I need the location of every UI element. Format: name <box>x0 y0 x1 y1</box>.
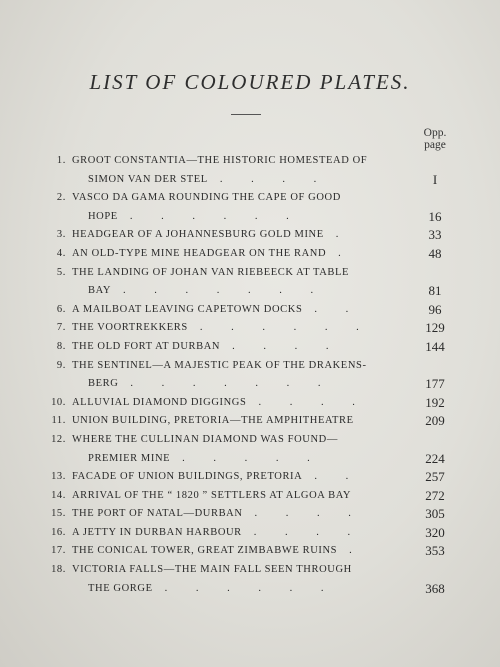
dot-leader: . . . . . . <box>199 322 372 334</box>
plate-caption: THE CONICAL TOWER, GREAT ZIMBABWE RUINS . <box>72 545 365 557</box>
plate-page-number: 81 <box>428 283 442 299</box>
plate-entry <box>40 338 460 357</box>
plate-page-number: 272 <box>425 487 445 503</box>
plate-entry <box>40 561 460 598</box>
plate-caption-line1: THE SENTINEL—A MAJESTIC PEAK OF THE DRAKENS- <box>72 359 367 371</box>
plate-entry <box>40 468 460 487</box>
dot-leader: . . . . <box>253 526 364 538</box>
plate-number: 2. <box>56 192 66 204</box>
plate-caption: AN OLD-TYPE MINE HEADGEAR ON THE RAND . <box>72 247 354 259</box>
plate-page-number: 224 <box>425 450 445 466</box>
dot-leader: . <box>349 545 365 557</box>
plate-number: 3. <box>56 229 66 241</box>
plate-number: 12. <box>51 433 66 445</box>
dot-leader: . . . . <box>219 173 330 185</box>
plate-caption <box>72 431 402 468</box>
plate-entry <box>40 394 460 413</box>
plate-caption-line2: PREMIER MINE . . . . . <box>88 452 323 464</box>
title-rule <box>231 114 261 115</box>
plate-page-number: I <box>432 171 438 187</box>
plate-number: 18. <box>51 564 66 576</box>
plate-caption-line1: VICTORIA FALLS—THE MAIN FALL SEEN THROUGH <box>72 564 352 576</box>
plate-caption: A MAILBOAT LEAVING CAPETOWN DOCKS . . <box>72 303 362 315</box>
plate-number: 5. <box>56 266 66 278</box>
plate-page-number: 192 <box>425 394 445 410</box>
plate-entry <box>40 505 460 524</box>
plate-caption: A JETTY IN DURBAN HARBOUR . . . . <box>72 526 364 538</box>
plate-entry <box>40 301 460 320</box>
plate-page-number: 16 <box>428 208 442 224</box>
dot-leader: . . . . . . <box>164 582 337 594</box>
plate-number: 1. <box>56 155 66 166</box>
plate-number: 17. <box>51 545 66 557</box>
plate-entry <box>40 542 460 561</box>
plate-number: 8. <box>56 340 66 352</box>
dot-leader: . . . . . . <box>129 210 302 222</box>
dot-leader: . . . . . . . <box>123 285 327 297</box>
plate-entry <box>40 412 460 431</box>
plate-caption-line2: BERG . . . . . . . <box>88 378 334 390</box>
dot-leader: . . . . . . . <box>130 378 334 390</box>
plate-entry <box>40 319 460 338</box>
plate-page-number: 353 <box>425 543 445 559</box>
plate-entry <box>40 245 460 264</box>
plate-caption: ARRIVAL OF THE “ 1820 ” SETTLERS AT ALGOA BAY <box>72 489 352 501</box>
plate-caption-line2: HOPE . . . . . . <box>88 210 302 222</box>
plate-caption-line1: THE LANDING OF JOHAN VAN RIEBEECK AT TABLE <box>72 266 350 278</box>
plate-page-number: 33 <box>428 227 442 243</box>
column-header-line2: page <box>424 139 446 151</box>
plate-caption: UNION BUILDING, PRETORIA—THE AMPHITHEATRE <box>72 415 354 427</box>
plate-number: 11. <box>51 415 66 427</box>
plate-caption: FACADE OF UNION BUILDINGS, PRETORIA . . <box>72 471 362 483</box>
plate-number: 14. <box>51 489 66 501</box>
dot-leader: . <box>338 247 354 259</box>
plate-entry <box>40 431 460 468</box>
plate-entry <box>40 524 460 543</box>
plate-number: 6. <box>56 303 66 315</box>
plate-caption-line1: WHERE THE CULLINAN DIAMOND WAS FOUND— <box>72 433 338 445</box>
plate-caption-line2: SIMON VAN DER STEL . . . . <box>88 173 330 185</box>
plate-entry <box>40 189 460 226</box>
page-title: LIST OF COLOURED PLATES. <box>89 70 411 94</box>
plate-caption <box>72 152 402 189</box>
plate-caption: ALLUVIAL DIAMOND DIGGINGS . . . . <box>72 396 368 408</box>
plate-entry <box>40 226 460 245</box>
plate-page-number: 257 <box>425 469 445 485</box>
plate-entry <box>40 357 460 394</box>
dot-leader: . . . . <box>254 508 364 520</box>
plate-caption <box>72 561 402 598</box>
plate-page-number: 144 <box>425 338 445 354</box>
dot-leader: . <box>335 229 352 241</box>
plate-number: 7. <box>56 322 66 334</box>
plate-caption: HEADGEAR OF A JOHANNESBURG GOLD MINE . <box>72 229 352 241</box>
plate-number: 13. <box>51 471 66 483</box>
plate-page-number: 320 <box>425 524 445 540</box>
dot-leader: . . <box>314 471 362 483</box>
plate-caption <box>72 357 402 394</box>
dot-leader: . . <box>314 303 362 315</box>
column-header <box>410 127 460 151</box>
plate-number: 15. <box>51 508 66 520</box>
plate-page-number: 96 <box>428 301 442 317</box>
dot-leader: . . . . . <box>182 452 323 464</box>
plate-page-number: 368 <box>425 580 445 596</box>
plate-caption-line2: BAY . . . . . . . <box>88 285 327 297</box>
column-header-line1: Opp. <box>423 127 447 139</box>
plate-page-number: 177 <box>425 376 445 392</box>
plate-caption: THE OLD FORT AT DURBAN . . . . <box>72 340 342 352</box>
plate-caption <box>72 264 402 301</box>
plate-caption-line2: THE GORGE . . . . . . <box>88 582 337 594</box>
plate-number: 10. <box>51 396 66 408</box>
plate-number: 16. <box>51 526 66 538</box>
plate-number: 9. <box>56 359 66 371</box>
plate-page-number: 209 <box>425 413 445 429</box>
plate-caption-line1: VASCO DA GAMA ROUNDING THE CAPE OF GOOD <box>72 192 341 204</box>
plate-caption: THE PORT OF NATAL—DURBAN . . . . <box>72 508 364 520</box>
plate-caption-line1: GROOT CONSTANTIA—THE HISTORIC HOMESTEAD OF <box>72 155 368 166</box>
plate-number: 4. <box>56 247 66 259</box>
plate-caption <box>72 189 402 226</box>
dot-leader: . . . . <box>232 340 342 352</box>
dot-leader: . . . . <box>258 396 368 408</box>
plate-entry <box>40 264 460 301</box>
plates-list <box>40 152 460 598</box>
plate-caption: THE VOORTREKKERS . . . . . . <box>72 322 372 334</box>
plate-entry <box>40 487 460 506</box>
plate-entry <box>40 152 460 189</box>
plate-page-number: 129 <box>425 320 445 336</box>
plate-page-number: 305 <box>425 506 445 522</box>
plate-page-number: 48 <box>428 245 442 261</box>
